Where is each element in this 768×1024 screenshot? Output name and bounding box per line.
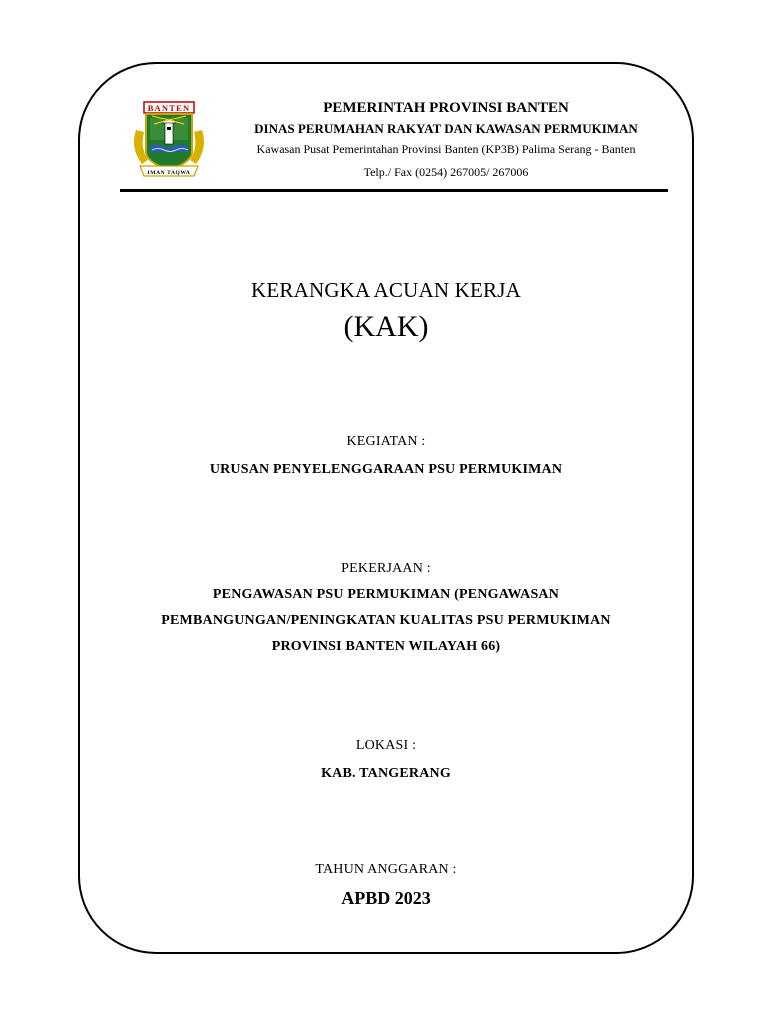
kegiatan-label: KEGIATAN : bbox=[346, 434, 426, 449]
lokasi-value: KAB. TANGERANG bbox=[321, 766, 451, 781]
page-border bbox=[78, 62, 694, 954]
pekerjaan-value-line-1: PENGAWASAN PSU PERMUKIMAN (PENGAWASAN bbox=[212, 587, 560, 602]
letterhead-divider bbox=[120, 189, 668, 192]
letterhead-text bbox=[212, 96, 680, 183]
logo-ribbon-text: IMAN TAQWA bbox=[147, 170, 191, 176]
pekerjaan-value-line-3: PROVINSI BANTEN WILAYAH 66) bbox=[271, 639, 501, 654]
document-title: KERANGKA ACUAN KERJA bbox=[250, 278, 522, 302]
pekerjaan-value-line-2: PEMBANGUNGAN/PENINGKATAN KUALITAS PSU PERMUKIMAN bbox=[161, 613, 611, 628]
tahun-anggaran-value: APBD 2023 bbox=[341, 888, 431, 908]
document-subtitle: (KAK) bbox=[343, 310, 429, 343]
department-name: DINAS PERUMAHAN RAKYAT DAN KAWASAN PERMUKIMAN bbox=[254, 121, 638, 136]
office-address: Kawasan Pusat Pemerintahan Provinsi Banten (KP3B) Palima Serang - Banten bbox=[256, 142, 636, 156]
letterhead bbox=[120, 96, 680, 192]
lokasi-label: LOKASI : bbox=[355, 738, 417, 753]
pekerjaan-label: PEKERJAAN : bbox=[341, 561, 431, 576]
government-name: PEMERINTAH PROVINSI BANTEN bbox=[323, 100, 569, 116]
tahun-anggaran-label: TAHUN ANGGARAN : bbox=[315, 862, 457, 877]
logo-banner-text: BANTEN bbox=[147, 103, 191, 113]
kegiatan-value: URUSAN PENYELENGGARAAN PSU PERMUKIMAN bbox=[209, 462, 563, 477]
banten-emblem-logo bbox=[126, 100, 212, 180]
phone-fax: Telp./ Fax (0254) 267005/ 267006 bbox=[363, 165, 529, 179]
